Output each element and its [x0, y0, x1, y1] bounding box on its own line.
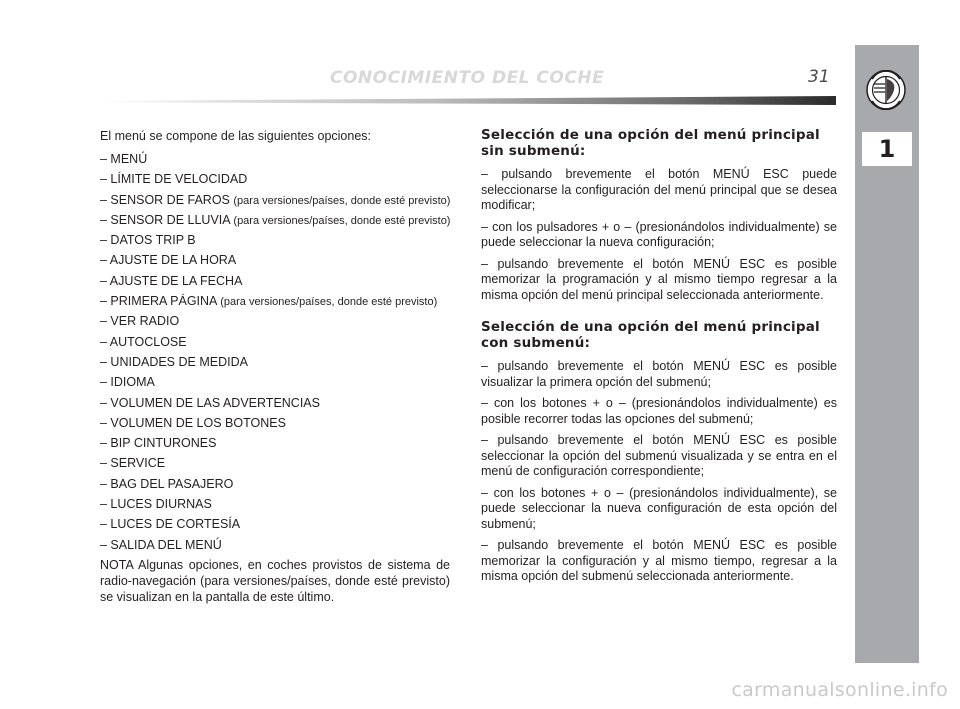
section-body-with-submenu	[481, 359, 837, 585]
menu-option-label: – SENSOR DE FAROS	[100, 192, 230, 207]
menu-option	[100, 372, 450, 392]
menu-option-label: – LUCES DIURNAS	[100, 497, 212, 512]
menu-option	[100, 453, 450, 473]
instruction-paragraph: – con los botones + o – (presionándolos individualmente), se puede seleccionar la nueva configuración de esta opción del submenú;	[481, 485, 837, 531]
menu-option	[100, 332, 450, 352]
menu-option	[100, 250, 450, 270]
menu-option	[100, 535, 450, 555]
menu-option-label: – BAG DEL PASAJERO	[100, 476, 234, 491]
chapter-number: 1	[878, 135, 896, 163]
header-rule	[100, 96, 836, 105]
menu-option-label: – VER RADIO	[100, 314, 180, 329]
section-body-without-submenu	[481, 167, 837, 303]
instruction-paragraph: – pulsando brevemente el botón MENÚ ESC es posible memorizar la configuración y al mismo tiempo, regresar a la misma opción del submenú seleccionada anteriormente.	[481, 538, 837, 583]
menu-option-label: – SENSOR DE LLUVIA	[100, 212, 230, 227]
menu-option	[100, 311, 450, 331]
menu-option	[100, 271, 450, 291]
instruction-paragraph: – con los pulsadores + o – (presionándolos individualmente) se puede seleccionar la nueva configuración;	[481, 219, 837, 249]
instruction-paragraph: – pulsando brevemente el botón MENÚ ESC es posible seleccionar la opción del submenú visualizada y se entra en el menú de configuración correspondiente;	[481, 433, 837, 478]
menu-option-label: – AUTOCLOSE	[100, 334, 187, 349]
menu-option	[100, 210, 450, 230]
menu-option-label: – MENÚ	[100, 152, 148, 166]
menu-option-label: – UNIDADES DE MEDIDA	[100, 354, 248, 369]
left-column	[100, 127, 450, 617]
menu-options-list	[100, 149, 450, 555]
menu-option-label: – SERVICE	[100, 456, 166, 471]
menu-option	[100, 494, 450, 514]
menu-option	[100, 190, 450, 210]
menu-note: NOTA Algunas opciones, en coches provistos de sistema de radio-navegación (para versiones/países, donde esté previsto) se visualizan en la pantalla de este último.	[100, 557, 450, 604]
page-header-title: CONOCIMIENTO DEL COCHE	[330, 68, 605, 88]
menu-option-note: (para versiones/países, donde esté previsto)	[233, 194, 451, 207]
instruction-paragraph: – pulsando brevemente el botón MENÚ ESC es posible memorizar la programación y al mismo tiempo regresar a la misma opción del menú principal seleccionada anteriormente.	[481, 256, 837, 302]
menu-intro: El menú se compone de las siguientes opciones:	[100, 129, 371, 143]
instruction-paragraph: – pulsando brevemente el botón MENÚ ESC puede seleccionarse la configuración del menú principal que se desea modificar;	[481, 167, 837, 212]
menu-option-label: – SALIDA DEL MENÚ	[100, 537, 222, 552]
menu-option-label: – AJUSTE DE LA FECHA	[100, 273, 243, 288]
section-heading-without-submenu: Selección de una opción del menú principal sin submenú:	[481, 127, 820, 159]
watermark: carmanualsonline.info	[731, 679, 948, 701]
chapter-number-box	[862, 132, 912, 166]
instruction-paragraph: – con los botones + o – (presionándolos individualmente) es posible recorrer todas las opciones del submenú;	[481, 396, 837, 426]
menu-option	[100, 514, 450, 534]
right-column	[481, 127, 837, 591]
menu-option	[100, 393, 450, 413]
menu-option-label: – DATOS TRIP B	[100, 233, 196, 248]
menu-option-label: – PRIMERA PÁGINA	[100, 294, 217, 309]
menu-option	[100, 291, 450, 311]
menu-option-label: – IDIOMA	[100, 375, 155, 390]
menu-option	[100, 474, 450, 494]
menu-option	[100, 352, 450, 372]
page-number: 31	[808, 67, 830, 87]
menu-option	[100, 433, 450, 453]
menu-option-label: – LÍMITE DE VELOCIDAD	[100, 172, 248, 187]
menu-option-label: – LUCES DE CORTESÍA	[100, 517, 241, 532]
menu-option	[100, 149, 450, 169]
menu-option-label: – BIP CINTURONES	[100, 436, 217, 451]
alfa-romeo-badge-icon	[866, 70, 906, 110]
menu-option-note: (para versiones/países, donde esté previsto)	[220, 296, 438, 309]
section-heading-with-submenu: Selección de una opción del menú principal con submenú:	[481, 319, 820, 351]
menu-option	[100, 413, 450, 433]
instruction-paragraph: – pulsando brevemente el botón MENÚ ESC es posible visualizar la primera opción del submenú;	[481, 359, 837, 389]
menu-option-label: – VOLUMEN DE LAS ADVERTENCIAS	[100, 395, 320, 410]
menu-option-note: (para versiones/países, donde esté previsto)	[233, 214, 451, 227]
menu-option-label: – AJUSTE DE LA HORA	[100, 253, 237, 268]
menu-option	[100, 230, 450, 250]
menu-option	[100, 169, 450, 189]
menu-option-label: – VOLUMEN DE LOS BOTONES	[100, 415, 286, 430]
